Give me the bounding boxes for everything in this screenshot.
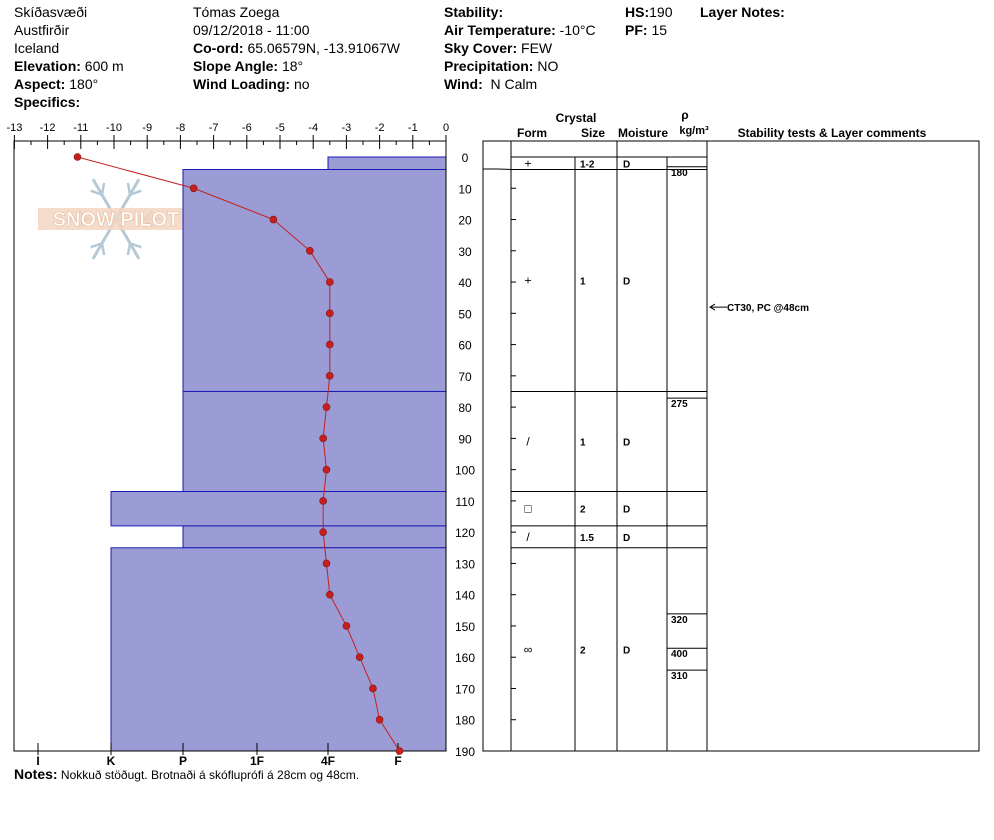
layer-size: 1 [580, 276, 586, 288]
depth-tick-label: 70 [458, 369, 472, 384]
depth-tick-label: 20 [458, 213, 472, 228]
specifics-label: Specifics: [14, 94, 81, 110]
layer-size: 2 [580, 645, 586, 657]
wind-value: N Calm [490, 76, 538, 92]
slope-value: 18° [281, 58, 304, 74]
slope-label: Slope Angle: [193, 58, 279, 74]
stability-label: Stability: [444, 4, 504, 20]
size-header: Size [580, 126, 606, 140]
layer-moisture: D [623, 645, 631, 657]
air-temp-label: Air Temperature: [444, 22, 556, 38]
region-name: Austfirðir [14, 22, 70, 38]
temperature-point [326, 591, 333, 598]
depth-tick-label: 30 [458, 244, 472, 259]
rho-header: ρ [681, 108, 689, 122]
temp-tick-label: -4 [308, 122, 319, 134]
temp-tick-label: -6 [241, 122, 252, 134]
depth-tick-label: 40 [458, 276, 472, 291]
layer-form-symbol: + [524, 156, 532, 171]
depth-tick-label: 0 [461, 151, 469, 165]
precip-value: NO [537, 58, 559, 74]
hardness-bar [183, 526, 446, 548]
temperature-point [190, 185, 197, 192]
depth-tick-label: 150 [454, 619, 476, 634]
layer-moisture: D [623, 532, 631, 544]
air-temp-value: -10°C [559, 22, 596, 38]
hardness-tick-label: F [394, 754, 402, 768]
depth-tick-label: 170 [454, 682, 476, 697]
hardness-tick-label: K [106, 754, 116, 768]
temp-tick-label: -11 [73, 122, 89, 134]
hardness-tick-label: 1F [249, 754, 265, 768]
hardness-bar [183, 391, 446, 491]
temperature-point [326, 279, 333, 286]
depth-tick-label: 90 [458, 432, 472, 447]
temp-tick-label: -7 [208, 122, 219, 134]
crystal-header: Crystal [555, 111, 597, 125]
sky-value: FEW [521, 40, 553, 56]
temperature-point [320, 529, 327, 536]
layer-form-symbol: □ [524, 501, 532, 516]
temperature-point [376, 716, 383, 723]
aspect-value: 180° [69, 76, 99, 92]
observer-name: Tómas Zoega [193, 4, 280, 20]
depth-tick-label: 100 [454, 463, 476, 478]
layer-table [483, 108, 979, 751]
temperature-point [343, 622, 350, 629]
depth-tick-label: 110 [455, 494, 475, 509]
depth-tick-label: 130 [454, 557, 476, 572]
depth-tick-label: 180 [454, 713, 476, 728]
layer-form-symbol: / [526, 434, 530, 449]
location-name: Skíðasvæði [14, 4, 88, 20]
temp-tick-label: -10 [106, 122, 122, 134]
hardness-bar [111, 492, 446, 526]
wind-label: Wind: [444, 76, 483, 92]
temp-tick-label: -13 [6, 122, 23, 134]
elevation-value: 600 m [84, 58, 124, 74]
layer-moisture: D [623, 159, 631, 171]
coord-label: Co-ord: [193, 40, 244, 56]
density-value: 275 [671, 399, 688, 411]
pf-value: 15 [651, 22, 668, 38]
layer-form-symbol: ∞ [523, 642, 533, 657]
density-value: 320 [671, 614, 688, 626]
layer-size: 1.5 [580, 532, 594, 544]
hardness-tick-label: I [36, 754, 40, 768]
watermark-text: SNOW PILOT [52, 209, 180, 231]
notes-label: Notes: [14, 766, 58, 782]
hardness-tick-label: P [178, 754, 188, 768]
aspect-label: Aspect: [14, 76, 66, 92]
temperature-point [320, 435, 327, 442]
layer-size: 2 [580, 504, 586, 516]
pf-label: PF: [625, 22, 648, 38]
elevation-label: Elevation: [14, 58, 81, 74]
coord-value: 65.06579N, -13.91067W [247, 40, 400, 56]
notes-text: Nokkuð stöðugt. Brotnaði á skófluprófi á 28cm og 48cm. [60, 768, 360, 782]
layer-notes-label: Layer Notes: [700, 4, 785, 20]
temp-tick-label: 0 [442, 122, 450, 134]
hardness-bar [111, 548, 446, 751]
hardness-tick-label: 4F [320, 754, 336, 768]
temp-tick-label: -3 [341, 122, 352, 134]
moisture-header: Moisture [617, 126, 669, 140]
layer-form-symbol: / [526, 529, 530, 544]
form-header: Form [517, 126, 547, 140]
hardness-bar [328, 157, 446, 170]
layer-moisture: D [623, 437, 631, 449]
density-value: 180 [671, 167, 688, 179]
country-name: Iceland [14, 40, 60, 56]
hs-value: 190 [649, 4, 673, 20]
temp-tick-label: -1 [407, 122, 418, 134]
temperature-point [369, 685, 376, 692]
depth-tick-label: 140 [454, 588, 476, 603]
wind-loading-label: Wind Loading: [193, 76, 291, 92]
temperature-point [323, 466, 330, 473]
depth-tick-label: 80 [458, 401, 472, 416]
precip-label: Precipitation: [444, 58, 534, 74]
layer-moisture: D [623, 504, 631, 516]
depth-tick-label: 120 [454, 526, 476, 541]
hardness-bar [183, 170, 446, 392]
density-value: 310 [671, 671, 688, 683]
stability-test-label: CT30, PC @48cm [727, 303, 810, 315]
layer-size: 1 [580, 437, 586, 449]
layer-size: 1-2 [580, 159, 595, 171]
temp-tick-label: -8 [175, 122, 186, 134]
depth-tick-label: 60 [458, 338, 472, 353]
density-unit-header: kg/m³ [679, 125, 709, 137]
temperature-point [326, 372, 333, 379]
temperature-point [306, 247, 313, 254]
depth-tick-label: 10 [458, 182, 472, 197]
temperature-point [320, 497, 327, 504]
depth-tick-label: 190 [454, 745, 476, 759]
temp-tick-label: -9 [142, 122, 153, 134]
temperature-point [323, 560, 330, 567]
layer-connector-line [483, 169, 511, 170]
hs-label: HS: [625, 4, 650, 20]
temperature-point [74, 154, 81, 161]
comments-header: Stability tests & Layer comments [737, 126, 927, 140]
temperature-point [270, 216, 277, 223]
depth-tick-label: 50 [458, 307, 472, 322]
temperature-point [323, 404, 330, 411]
temperature-point [326, 310, 333, 317]
depth-tick-label: 160 [454, 651, 476, 666]
wind-loading-value: no [293, 76, 310, 92]
table-frame [483, 141, 979, 751]
layer-moisture: D [623, 276, 631, 288]
temp-tick-label: -12 [39, 122, 56, 134]
temp-tick-label: -5 [275, 122, 285, 134]
temperature-point [356, 654, 363, 661]
observation-datetime: 09/12/2018 - 11:00 [193, 22, 310, 38]
temp-tick-label: -2 [374, 122, 385, 134]
temperature-point [326, 341, 333, 348]
sky-label: Sky Cover: [444, 40, 518, 56]
layer-form-symbol: + [524, 273, 532, 288]
notes-section [14, 766, 359, 782]
temperature-point [396, 748, 403, 755]
density-value: 400 [671, 649, 688, 661]
